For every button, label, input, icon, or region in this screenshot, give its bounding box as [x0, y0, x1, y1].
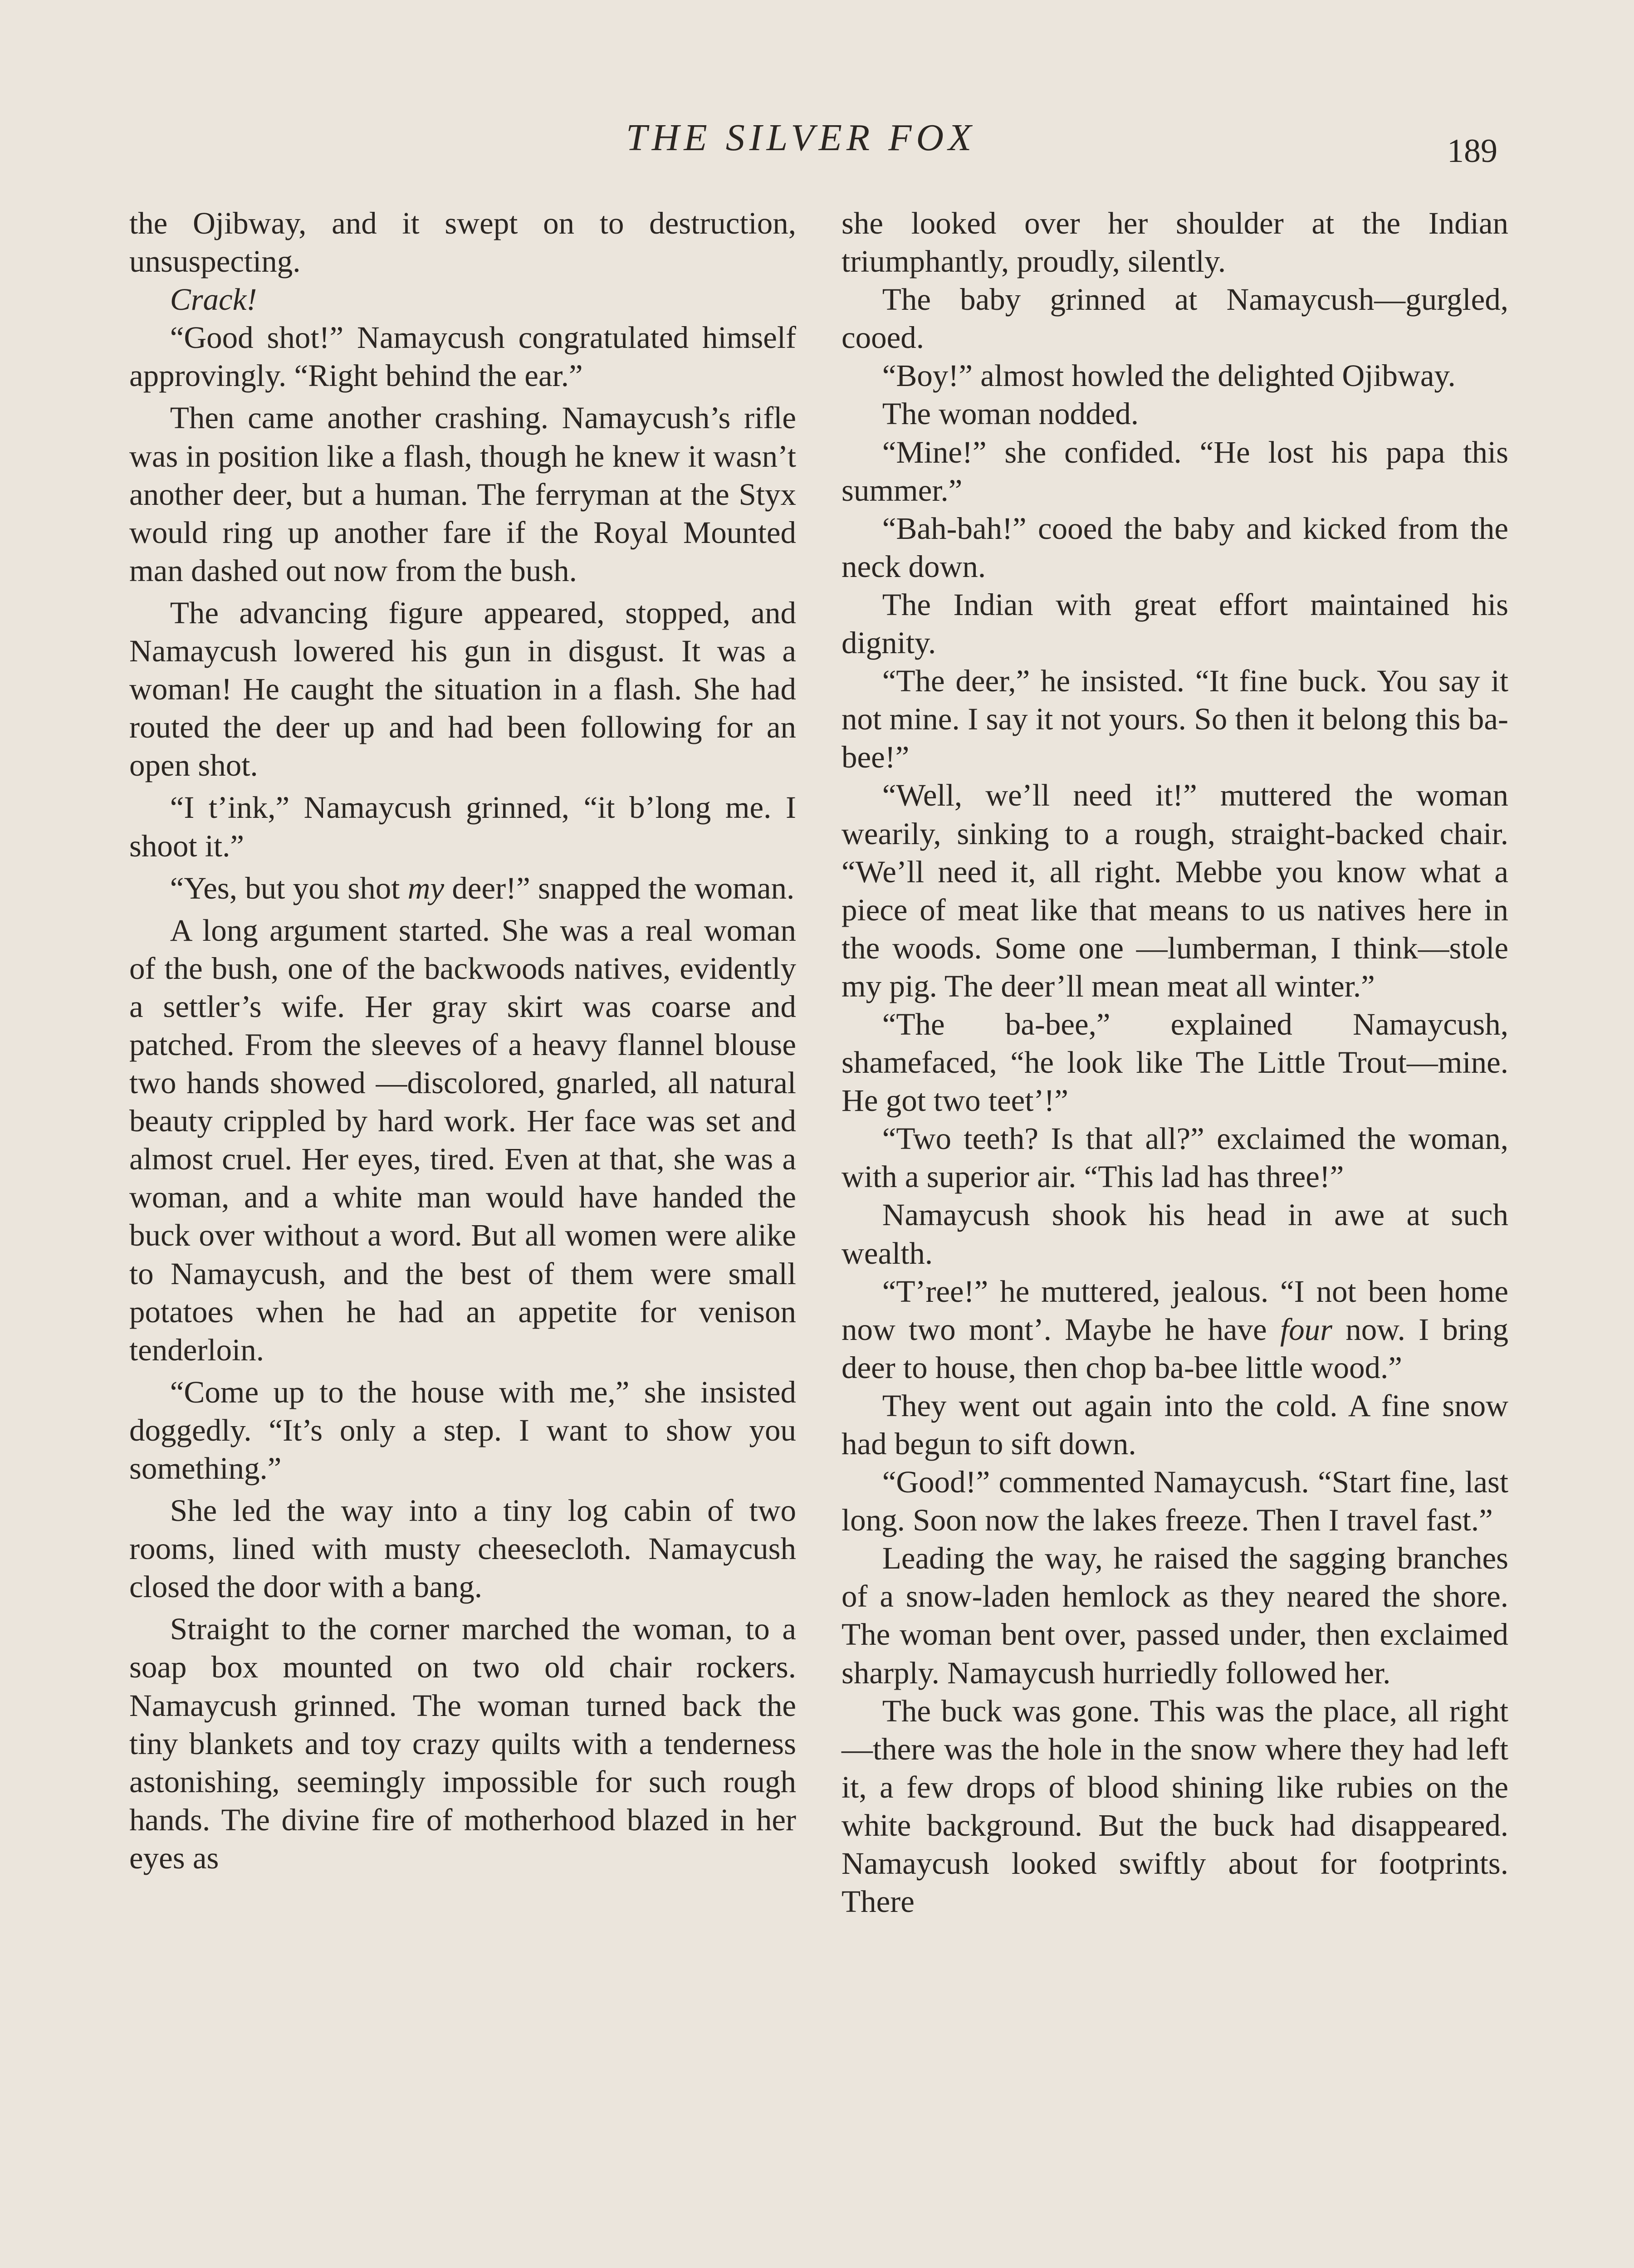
paragraph: “Good!” commented Namaycush. “Start fine, last long. Soon now the lakes freeze. Then I travel fast.”	[841, 1465, 1508, 1538]
paragraph: “Come up to the house with me,” she insisted doggedly. “It’s only a step. I want to show you something.”	[129, 1374, 796, 1486]
paragraph: Then came another crashing. Namaycush’s rifle was in position like a flash, though he knew it wasn’t another deer, but a human. The ferryman at the Styx would ring up another fare if the Royal Mounted man dashed out now from the bush.	[129, 401, 796, 588]
paragraph: “Two teeth? Is that all?” exclaimed the woman, with a superior air. “This lad has three!”	[841, 1121, 1508, 1194]
paragraph: “Mine!” she confided. “He lost his papa this summer.”	[841, 435, 1508, 508]
left-text-column	[129, 204, 796, 1877]
paragraph: she looked over her shoulder at the Indian triumphantly, proudly, silently.	[841, 206, 1508, 279]
paragraph: The advancing figure appeared, stopped, and Namaycush lowered his gun in disgust. It was a woman! He caught the situation in a flash. She had routed the deer up and had been following for an open shot.	[129, 595, 796, 783]
paragraph	[841, 1272, 1508, 1387]
emphasis: four	[1280, 1312, 1332, 1347]
paragraph: A long argument started. She was a real woman of the bush, one of the backwoods natives, evidently a settler’s wife. Her gray skirt was coarse and patched. From the sleeves of a heavy flannel blouse two hands showed —discolored, gnarled, all natural beauty crippled by hard work. Her face was set and almost cruel. Her eyes, tired. Even at that, she was a woman, and a white man would have handed the buck over without a word. But all women were alike to Namaycush, and the best of them were small potatoes when he had an appetite for venison tenderloin.	[129, 913, 796, 1367]
right-text-column	[841, 204, 1508, 1921]
paragraph: “The ba-bee,” explained Namaycush, shamefaced, “he look like The Little Trout—mine. He got two teet’!”	[841, 1007, 1508, 1118]
paragraph: Crack!	[170, 282, 257, 317]
paragraph: “Well, we’ll need it!” muttered the woman wearily, sinking to a rough, straight-backed chair. “We’ll need it, all right. Mebbe you know what a piece of meat like that means to us natives here in the woods. Some one —lumberman, I think—stole my pig. The deer’ll mean meat all winter.”	[841, 778, 1508, 1003]
text-run: deer!” snapped the woman.	[444, 870, 795, 905]
running-title: THE SILVER FOX	[626, 117, 976, 159]
page-number: 189	[1447, 132, 1497, 170]
paragraph: The baby grinned at Namaycush—gurgled, cooed.	[841, 282, 1508, 355]
text-run: “T’ree!” he muttered, jealous. “I not been home now two mont’. Maybe he have	[841, 1274, 1508, 1347]
paragraph: “Good shot!” Namaycush congratulated himself approvingly. “Right behind the ear.”	[129, 320, 796, 393]
emphasis: my	[407, 870, 445, 905]
paragraph: “Boy!” almost howled the delighted Ojibway.	[882, 358, 1456, 393]
paragraph: Straight to the corner marched the woman, to a soap box mounted on two old chair rockers. Namaycush grinned. The woman turned back the tiny blankets and toy crazy quilts with a tenderness astonishing, seemingly impossible for such rough hands. The divine fire of motherhood blazed in her eyes as	[129, 1612, 796, 1875]
paragraph: the Ojibway, and it swept on to destruction, unsuspecting.	[129, 206, 796, 279]
paragraph: The buck was gone. This was the place, all right—there was the hole in the snow where they had left it, a few drops of blood shining like rubies on the white background. But the buck had disappeared. Namaycush looked swiftly about for footprints. There	[841, 1693, 1508, 1919]
paragraph: The Indian with great effort maintained his dignity.	[841, 587, 1508, 660]
paragraph: The woman nodded.	[882, 396, 1139, 431]
paragraph	[129, 869, 796, 907]
text-run: now. I bring deer to house, then chop ba-bee little wood.”	[841, 1312, 1508, 1385]
paragraph: They went out again into the cold. A fine snow had begun to sift down.	[841, 1388, 1508, 1461]
paragraph: Leading the way, he raised the sagging branches of a snow-laden hemlock as they neared the shore. The woman bent over, passed under, then exclaimed sharply. Namaycush hurriedly followed her.	[841, 1541, 1508, 1690]
paragraph: She led the way into a tiny log cabin of two rooms, lined with musty cheesecloth. Namaycush closed the door with a bang.	[129, 1493, 796, 1604]
paragraph: “I t’ink,” Namaycush grinned, “it b’long me. I shoot it.”	[129, 790, 796, 863]
paragraph: “Bah-bah!” cooed the baby and kicked from the neck down.	[841, 511, 1508, 584]
paragraph: Namaycush shook his head in awe at such wealth.	[841, 1198, 1508, 1271]
paragraph: “The deer,” he insisted. “It fine buck. You say it not mine. I say it not yours. So then it belong this ba-bee!”	[841, 664, 1508, 775]
text-run: “Yes, but you shot	[170, 870, 408, 905]
